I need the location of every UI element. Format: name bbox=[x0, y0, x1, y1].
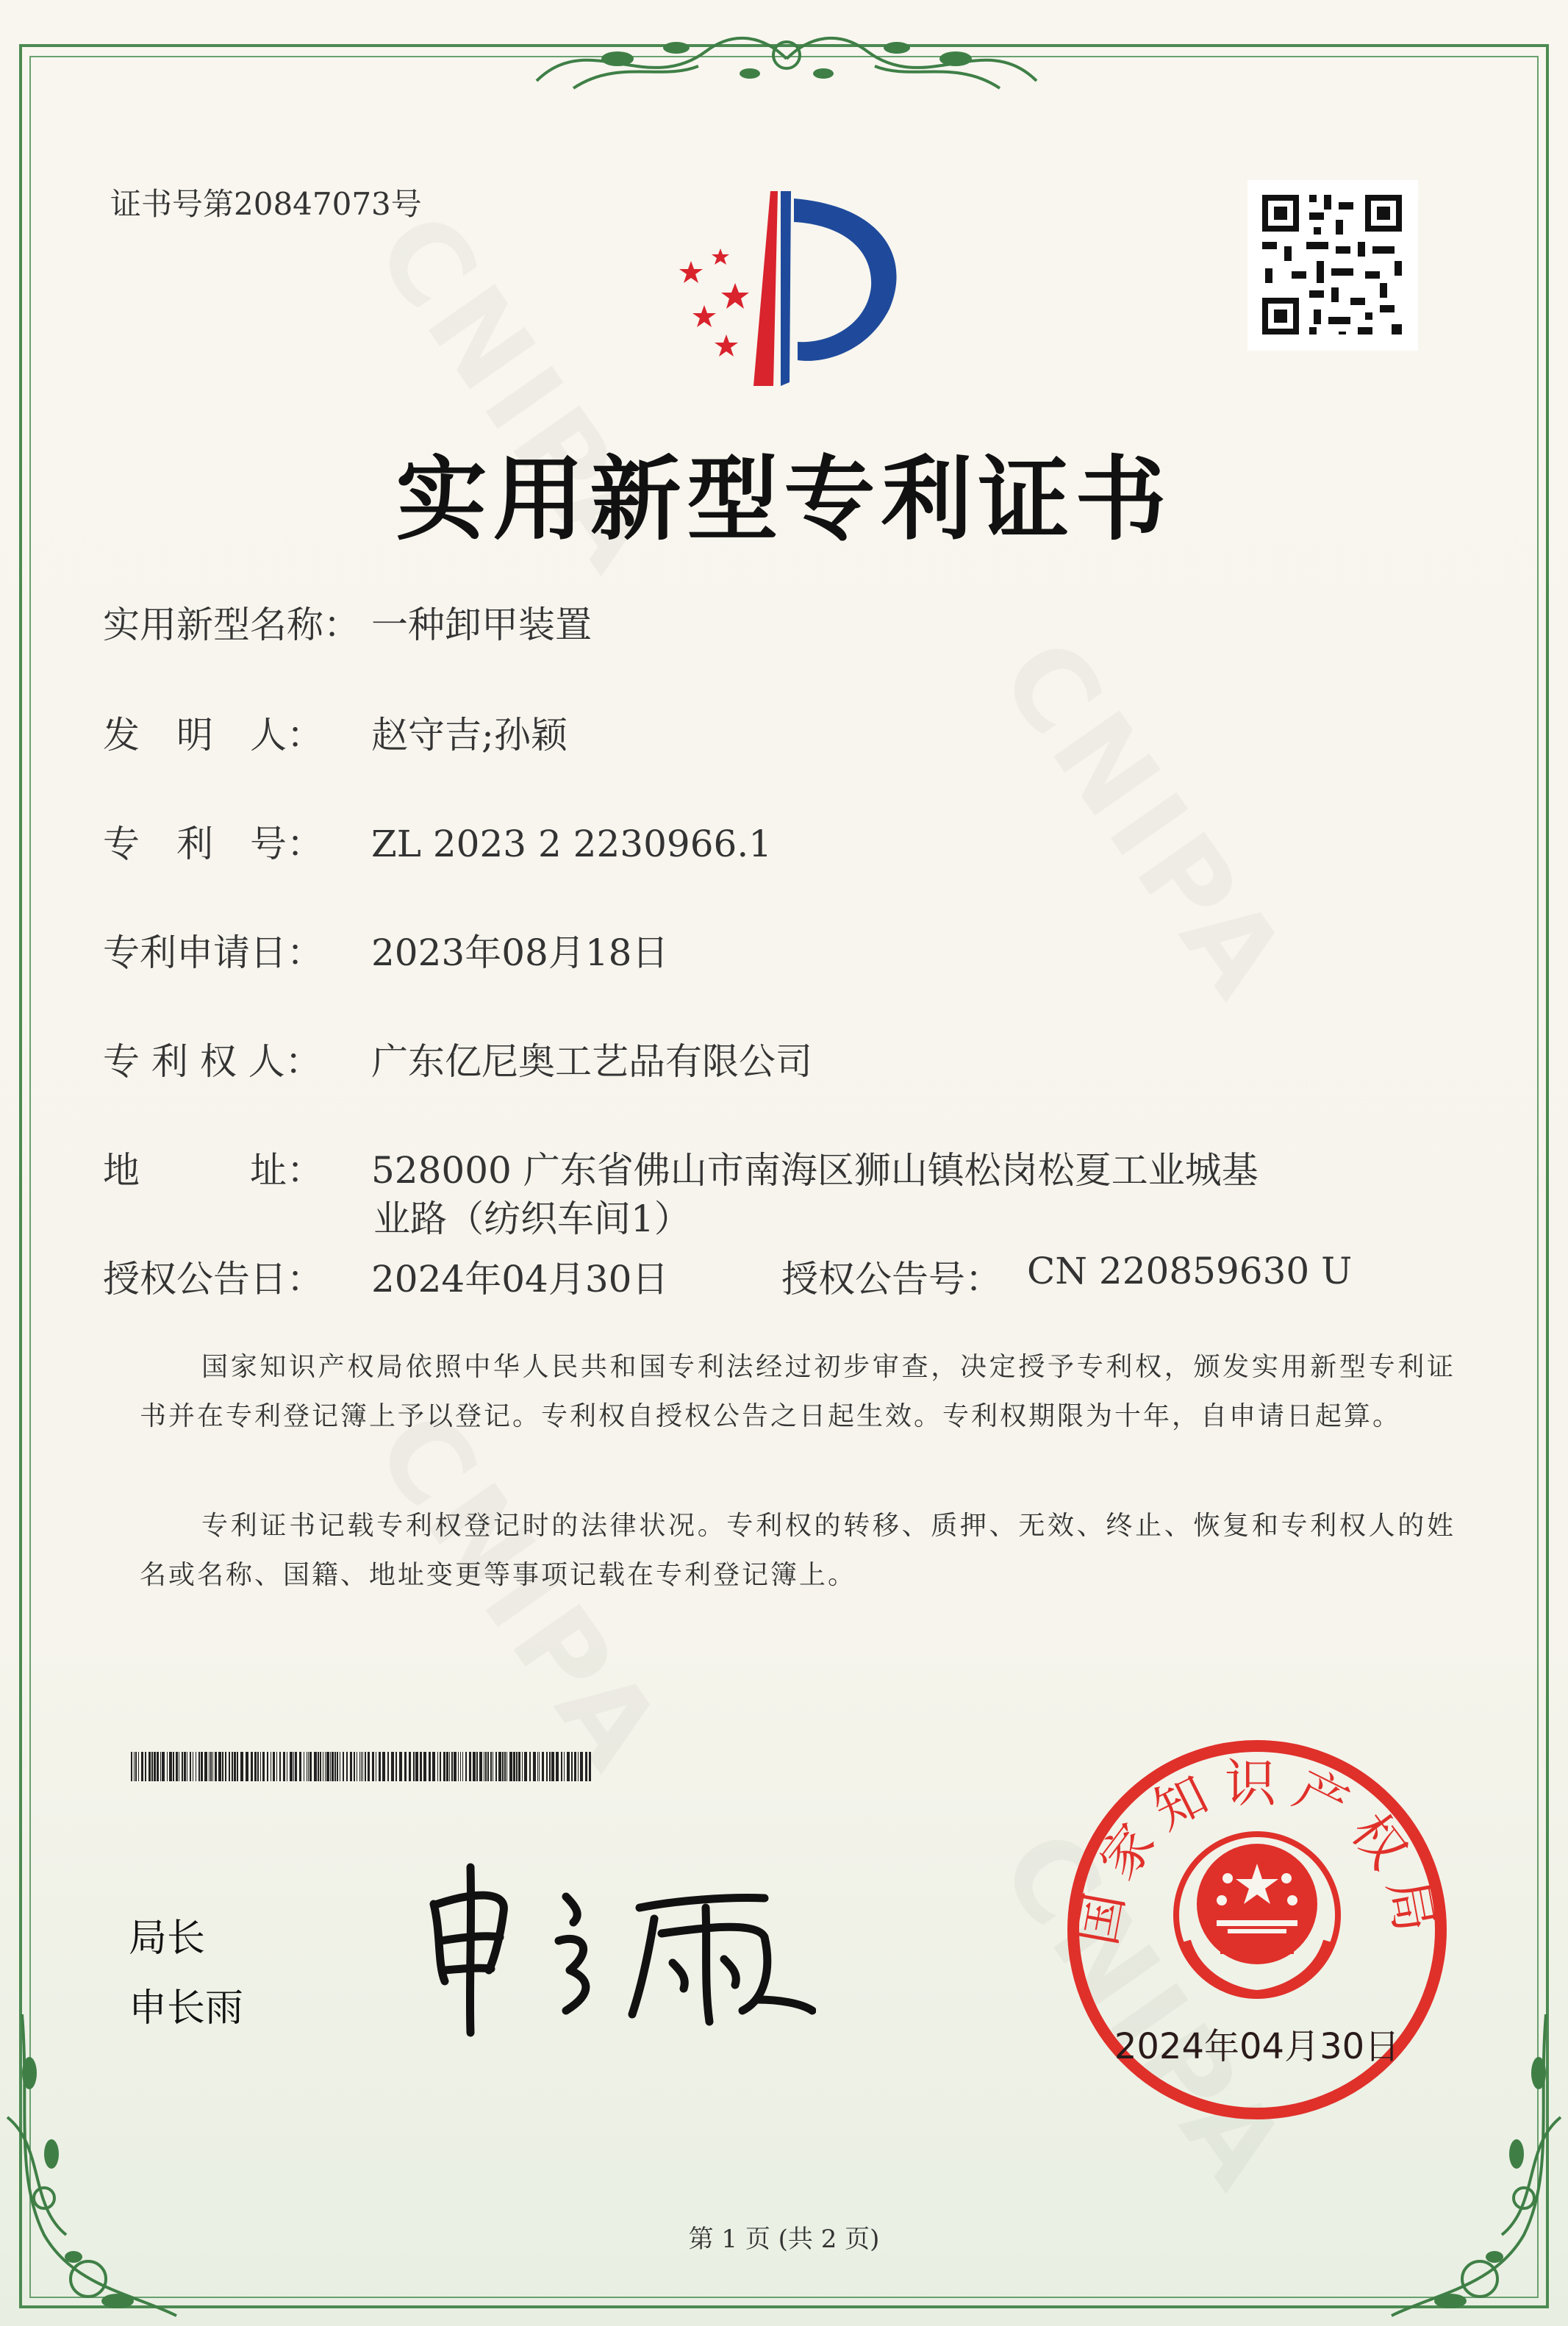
director-signature bbox=[419, 1853, 816, 2044]
bottom-left-ornament bbox=[0, 2014, 191, 2326]
certificate-number: 证书号第20847073号 bbox=[110, 186, 422, 222]
field-utility-model-name bbox=[103, 595, 592, 648]
field-label: 实用新型名称： bbox=[103, 604, 360, 646]
field-filing-date bbox=[103, 923, 669, 976]
national-emblem-icon bbox=[1176, 1834, 1338, 1996]
page-number: 第 1 页 (共 2 页) bbox=[688, 2225, 880, 2254]
field-label: 发 明 人： bbox=[103, 714, 323, 756]
director-name: 申长雨 bbox=[129, 1986, 244, 2030]
field-patentee bbox=[103, 1032, 812, 1085]
barcode bbox=[131, 1752, 594, 1781]
field-patent-number bbox=[103, 815, 772, 867]
field-value: ZL 2023 2 2230966.1 bbox=[371, 823, 773, 865]
grant-number-label: 授权公告号： bbox=[781, 1258, 1002, 1300]
legal-paragraph: 专利证书记载专利权登记时的法律状况。专利权的转移、质押、无效、终止、恢复和专利权人的姓名或名称、国籍、地址变更等事项记载在专利登记簿上。 bbox=[140, 1511, 1456, 1590]
field-value: 2024年04月30日 bbox=[371, 1258, 669, 1300]
field-value: 赵守吉;孙颖 bbox=[371, 714, 568, 756]
director-title: 局长 bbox=[129, 1917, 206, 1961]
top-ornament bbox=[529, 15, 1044, 103]
field-label: 授权公告日： bbox=[103, 1258, 323, 1300]
legal-paragraph: 国家知识产权局依照中华人民共和国专利法经过初步审查，决定授予专利权，颁发实用新型专利证书并在专利登记簿上予以登记。专利权自授权公告之日起生效。专利权期限为十年，自申请日起算。 bbox=[140, 1352, 1456, 1431]
field-value: 一种卸甲装置 bbox=[371, 604, 592, 646]
field-value: 2023年08月18日 bbox=[371, 931, 669, 974]
field-label: 专 利 号： bbox=[103, 823, 323, 865]
qr-code bbox=[1247, 180, 1418, 351]
grant-number-value: CN 220859630 U bbox=[1027, 1250, 1353, 1292]
field-inventor bbox=[103, 706, 568, 759]
cnipa-logo-icon bbox=[647, 176, 926, 390]
seal-date: 2024年04月30日 bbox=[1114, 2026, 1400, 2067]
field-label: 专 利 权 人： bbox=[103, 1040, 322, 1083]
director-block bbox=[129, 1904, 243, 2044]
official-seal bbox=[1051, 1720, 1463, 2132]
page-title: 实用新型专利证书 bbox=[395, 446, 1173, 553]
seal-text: 国家知识产权局 bbox=[1067, 1753, 1447, 1950]
field-value: 广东亿尼奥工艺品有限公司 bbox=[371, 1040, 812, 1083]
field-label: 专利申请日： bbox=[103, 931, 323, 974]
field-grant-date bbox=[103, 1250, 669, 1303]
field-label: 地 址： bbox=[103, 1149, 323, 1192]
field-value: 528000 广东省佛山市南海区狮山镇松岗松夏工业城基 bbox=[371, 1149, 1259, 1192]
field-address bbox=[103, 1141, 1259, 1194]
field-address-line2: 业路（纺织车间1） bbox=[373, 1198, 691, 1240]
